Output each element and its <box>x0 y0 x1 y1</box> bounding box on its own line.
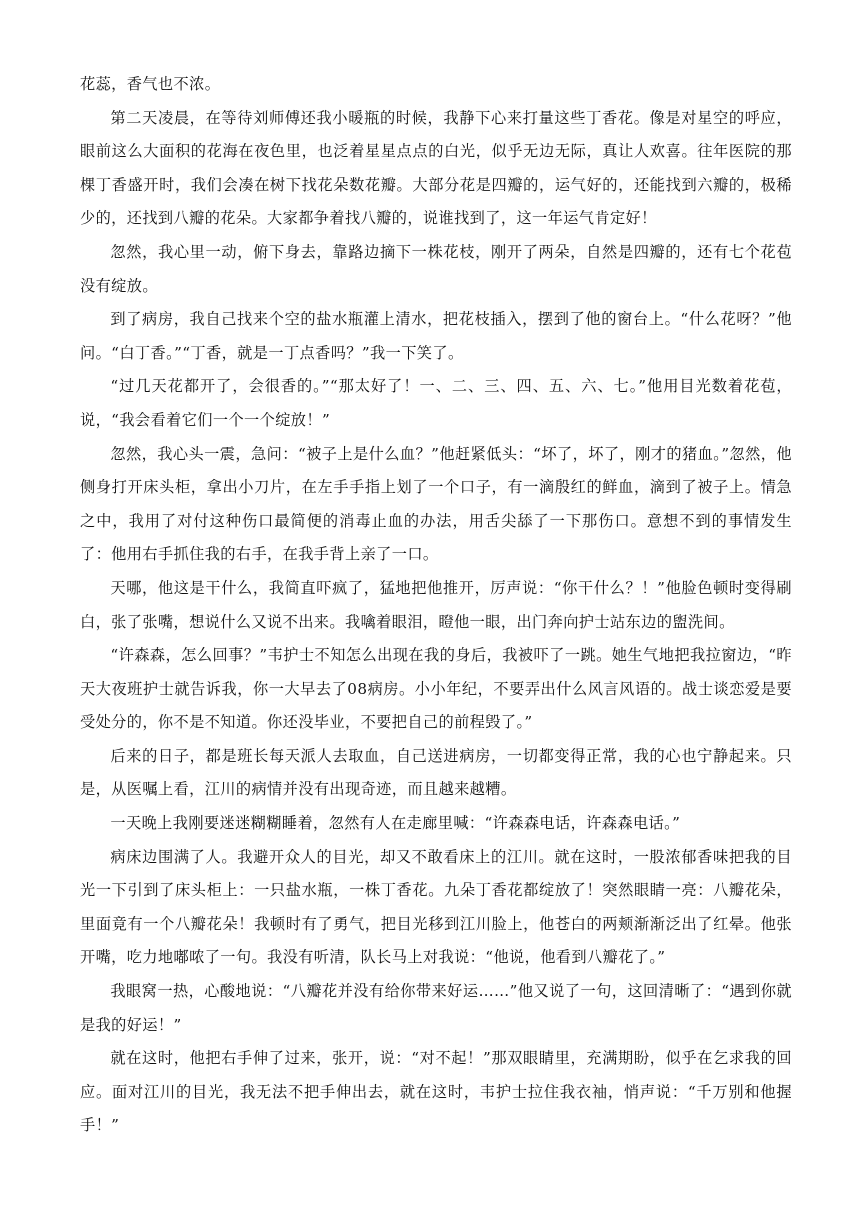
paragraph: 一天晚上我刚要迷迷糊糊睡着，忽然有人在走廊里喊：“许森森电话，许森森电话。” <box>110 814 681 833</box>
paragraph: “过几天花都开了，会很香的。”“那太好了！一、二、三、四、五、六、七。”他用目光数着花苞，说，“我会看着它们一个一个绽放！” <box>80 377 792 429</box>
paragraph: 花蕊，香气也不浓。 <box>80 75 221 93</box>
paragraph: 忽然，我心里一动，俯下身去，靠路边摘下一株花枝，刚开了两朵，自然是四瓣的，还有七个花苞没有绽放。 <box>80 242 792 295</box>
paragraph: 我眼窝一热，心酸地说：“八瓣花并没有给你带来好运……”他又说了一句，这回清晰了：“遇到你就是我的好运！” <box>80 982 792 1034</box>
story-text <box>80 68 792 1143</box>
paragraph: “许森森，怎么回事？”韦护士不知怎么出现在我的身后，我被吓了一跳。她生气地把我拉窗边，“昨天大夜班护士就告诉我，你一大早去了08病房。小小年纪，不要弄出什么风言风语的。战士谈恋爱是要受处分的，你不是不知道。你还没毕业，不要把自己的前程毁了。” <box>80 646 792 732</box>
paragraph: 天哪，他这是干什么，我简直吓疯了，猛地把他推开，厉声说：“你干什么？！”他脸色顿时变得刷白，张了张嘴，想说什么又说不出来。我噙着眼泪，瞪他一眼，出门奔向护士站东边的盥洗间。 <box>80 578 792 631</box>
paragraph: 到了病房，我自己找来个空的盐水瓶灌上清水，把花枝插入，摆到了他的窗台上。“什么花呀？”他问。“白丁香。”“丁香，就是一丁点香吗？”我一下笑了。 <box>80 310 792 362</box>
paragraph: 就在这时，他把右手伸了过来，张开，说：“对不起！”那双眼睛里，充满期盼，似乎在乞求我的回应。面对江川的目光，我无法不把手伸出去，就在这时，韦护士拉住我衣袖，悄声说：“千万别和他握手！” <box>80 1049 792 1135</box>
paragraph: 第二天凌晨，在等待刘师傅还我小暖瓶的时候，我静下心来打量这些丁香花。像是对星空的呼应，眼前这么大面积的花海在夜色里，也泛着星星点点的白光，似乎无边无际，真让人欢喜。往年医院的那棵丁香盛开时，我们会凑在树下找花朵数花瓣。大部分花是四瓣的，运气好的，还能找到六瓣的，极稀少的，还找到八瓣的花朵。大家都争着找八瓣的，说谁找到了，这一年运气肯定好！ <box>80 108 792 228</box>
paragraph: 后来的日子，都是班长每天派人去取血，自己送进病房，一切都变得正常，我的心也宁静起来。只是，从医嘱上看，江川的病情并没有出现奇迹，而且越来越糟。 <box>80 746 792 799</box>
paragraph: 忽然，我心头一震，急问：“被子上是什么血？”他赶紧低头：“坏了，坏了，刚才的猪血。”忽然，他侧身打开床头柜，拿出小刀片，在左手手指上划了一个口子，有一滴殷红的鲜血，滴到了被子上。情急之中，我用了对付这种伤口最简便的消毒止血的办法，用舌尖舔了一下那伤口。意想不到的事情发生了：他用右手抓住我的右手，在我手背上亲了一口。 <box>80 444 792 564</box>
paragraph: 病床边围满了人。我避开众人的目光，却又不敢看床上的江川。就在这时，一股浓郁香味把我的目光一下引到了床头柜上：一只盐水瓶，一株丁香花。九朵丁香花都绽放了！突然眼睛一亮：八瓣花朵，里面竟有一个八瓣花朵！我顿时有了勇气，把目光移到江川脸上，他苍白的两颊渐渐泛出了红晕。他张开嘴，吃力地嘟哝了一句。我没有听清，队长马上对我说：“他说，他看到八瓣花了。” <box>80 847 792 967</box>
